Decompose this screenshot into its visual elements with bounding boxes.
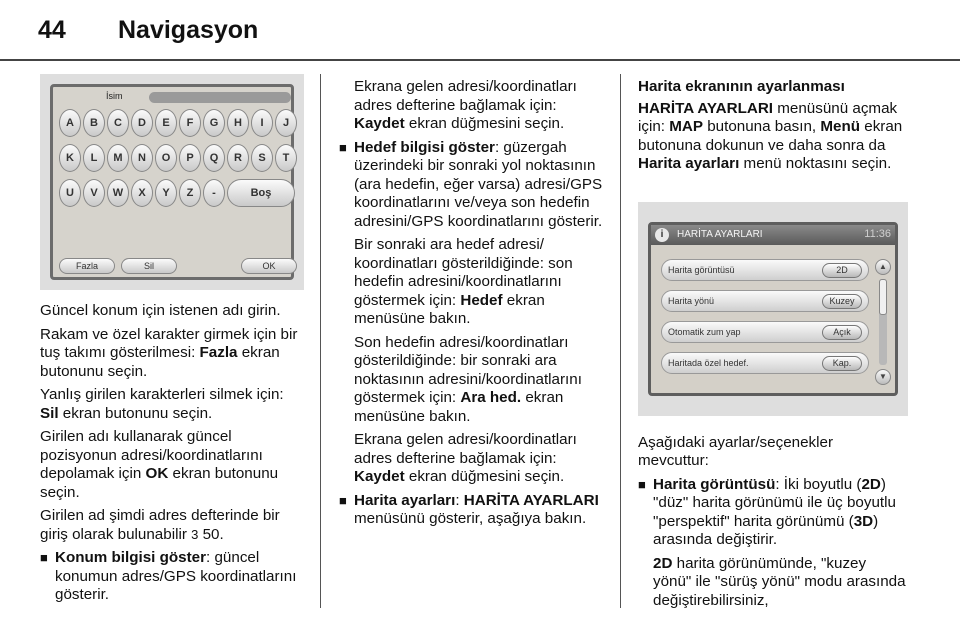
- paragraph: Güncel konum için istenen adı girin.: [40, 302, 281, 319]
- keyboard-panel: [50, 84, 294, 280]
- paragraph: HARİTA AYARLARI menüsünü açmak için: MAP butonuna basın, Menü ekran butonuna dokunun ve daha sonra da Harita ayarları menü noktasını seçin.: [638, 99, 903, 172]
- map-settings-titlebar: [651, 225, 895, 245]
- scroll-thumb: [879, 279, 887, 315]
- key: Q: [203, 144, 225, 172]
- setting-row-poi: Haritada özel hedef. Kap.: [661, 352, 869, 374]
- key: Z: [179, 179, 201, 207]
- key: M: [107, 144, 129, 172]
- map-settings-title: HARİTA AYARLARI: [677, 228, 763, 240]
- scrollbar: [875, 259, 891, 389]
- key: X: [131, 179, 153, 207]
- key: G: [203, 109, 225, 137]
- key: V: [83, 179, 105, 207]
- page-reference-icon: 3: [191, 526, 199, 542]
- setting-row-map-view: Harita görüntüsü 2D: [661, 259, 869, 281]
- key: E: [155, 109, 177, 137]
- page-number: 44: [38, 16, 66, 44]
- column-divider-1: [320, 74, 321, 608]
- delete-button: Sil: [121, 258, 177, 274]
- setting-value: 2D: [822, 263, 862, 278]
- column-1: [40, 74, 304, 610]
- paragraph: Yanlış girilen karakterleri silmek için: Sil ekran butonunu seçin.: [40, 386, 284, 422]
- paragraph: Bir sonraki ara hedef adresi/ koordinatları gösterildiğinde: son hedefin adresini/koordinatlarını göstermek için: Hedef ekran menüsüne bakın.: [354, 236, 573, 327]
- header-rule: [0, 59, 960, 61]
- page-title: Navigasyon: [118, 16, 259, 44]
- info-icon: i: [655, 228, 669, 242]
- key: K: [59, 144, 81, 172]
- bullet-item: ■ Konum bilgisi göster: güncel konumun adres/GPS koordinatlarını gösterir.: [40, 549, 297, 603]
- key: B: [83, 109, 105, 137]
- ok-button: OK: [241, 258, 297, 274]
- more-button: Fazla: [59, 258, 115, 274]
- setting-value: Kap.: [822, 356, 862, 371]
- key: A: [59, 109, 81, 137]
- keyboard-row-2: [59, 144, 297, 172]
- key: D: [131, 109, 153, 137]
- page-header: [0, 0, 960, 60]
- column-2: [339, 78, 605, 534]
- chevron-up-icon: ▲: [875, 259, 891, 275]
- key: -: [203, 179, 225, 207]
- keyboard-actions: [59, 258, 297, 274]
- column-divider-2: [620, 74, 621, 608]
- name-input: [149, 92, 291, 103]
- paragraph: Ekrana gelen adresi/koordinatları adres defterine bağlamak için: Kaydet ekran düğmesini seçin.: [354, 431, 577, 485]
- key: T: [275, 144, 297, 172]
- paragraph: Son hedefin adresi/koordinatları gösterildiğinde: bir sonraki ara noktasının adresini/koordinatlarını göstermek için: Ara hed. ekran menüsüne bakın.: [354, 333, 582, 425]
- bullet-square-icon: ■: [638, 476, 646, 492]
- chevron-down-icon: ▼: [875, 369, 891, 385]
- key: I: [251, 109, 273, 137]
- bullet-item: ■ Harita ayarları: HARİTA AYARLARI menüsünü gösterir, aşağıya bakın.: [339, 491, 599, 527]
- backspace-key: Boş: [227, 179, 295, 207]
- bullet-square-icon: ■: [339, 139, 347, 155]
- paragraph: Aşağıdaki ayarlar/seçenekler mevcuttur:: [638, 433, 834, 469]
- key: R: [227, 144, 249, 172]
- keyboard-row-1: [59, 109, 297, 137]
- map-settings-panel: [648, 222, 898, 396]
- key: J: [275, 109, 297, 137]
- key: F: [179, 109, 201, 137]
- key: O: [155, 144, 177, 172]
- key: W: [107, 179, 129, 207]
- key: U: [59, 179, 81, 207]
- key: C: [107, 109, 129, 137]
- key: S: [251, 144, 273, 172]
- setting-value: Kuzey: [822, 294, 862, 309]
- column-3: [638, 78, 908, 615]
- key: L: [83, 144, 105, 172]
- map-settings-screenshot: [638, 202, 908, 416]
- setting-row-map-orientation: Harita yönü Kuzey: [661, 290, 869, 312]
- paragraph: Girilen ad şimdi adres defterinde bir giriş olarak bulunabilir 3 50.: [40, 507, 280, 543]
- key: Y: [155, 179, 177, 207]
- clock: 11:36: [864, 227, 891, 240]
- bullet-item: ■ Harita görüntüsü: İki boyutlu (2D) "düz" harita görünümü ile üç boyutlu "perspektif" harita görünümü (3D) arasında değiştirir.: [638, 475, 896, 548]
- key: P: [179, 144, 201, 172]
- setting-value: Açık: [822, 325, 862, 340]
- key: H: [227, 109, 249, 137]
- keyboard-row-3: [59, 179, 295, 207]
- paragraph: Rakam ve özel karakter girmek için bir tuş takımı gösterilmesi: Fazla ekran butonunu seçin.: [40, 325, 298, 380]
- paragraph: Girilen adı kullanarak güncel pozisyonun adresi/koordinatlarını depolamak için OK ekran butonunu seçin.: [40, 428, 279, 501]
- bullet-item: ■ Hedef bilgisi göster: güzergah üzerindeki bir sonraki yol noktasının (ara hedefin, eğer varsa) adresi/GPS koordinatlarını ve/veya son hedefin adresini/GPS koordinatlarını gösterir.: [339, 138, 603, 230]
- paragraph: 2D harita görünümünde, "kuzey yönü" ile "sürüş yönü" modu arasında değiştirebilirsiniz,: [653, 554, 906, 609]
- keyboard-screenshot: [40, 74, 304, 290]
- paragraph: Ekrana gelen adresi/koordinatları adres defterine bağlamak için: Kaydet ekran düğmesini seçin.: [354, 78, 577, 132]
- name-label: İsim: [106, 91, 123, 101]
- scroll-track: [879, 279, 887, 365]
- bullet-square-icon: ■: [40, 550, 48, 565]
- key: N: [131, 144, 153, 172]
- section-heading: Harita ekranının ayarlanması: [638, 78, 845, 95]
- setting-row-auto-zoom: Otomatik zum yap Açık: [661, 321, 869, 343]
- bullet-square-icon: ■: [339, 492, 347, 508]
